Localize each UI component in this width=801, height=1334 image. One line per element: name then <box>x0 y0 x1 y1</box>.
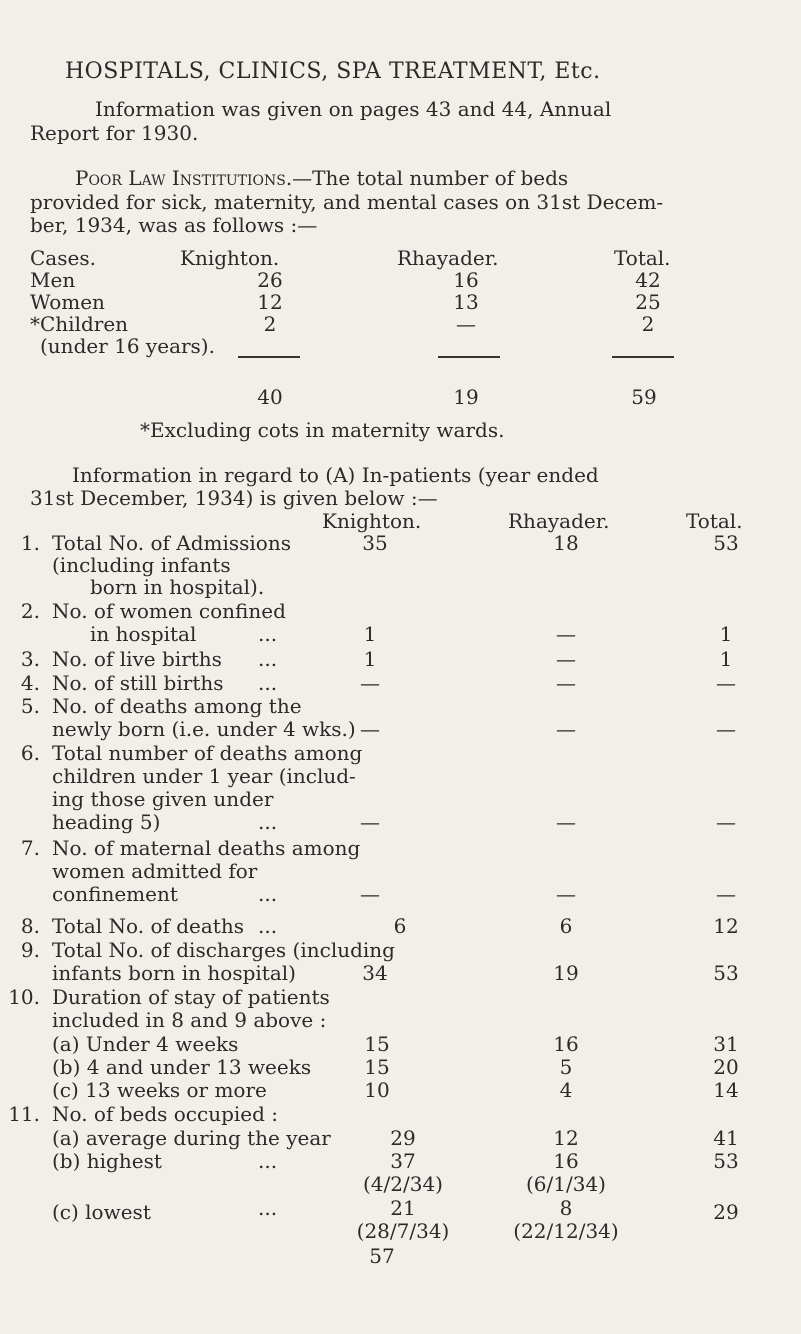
knighton-value: — <box>360 717 380 741</box>
total-value: 53 <box>713 961 739 985</box>
item-number: 5. <box>20 694 40 718</box>
item-number: 8. <box>20 914 40 938</box>
rhayader-value: 5 <box>559 1055 573 1079</box>
rhayader-value: 12 <box>553 1126 579 1150</box>
knighton-value: — <box>360 671 380 695</box>
item-label: Total No. of discharges (including <box>52 938 395 962</box>
beds-cell: 26 <box>257 268 283 292</box>
knighton-value: — <box>360 810 380 834</box>
rhayader-value: 8 <box>559 1196 573 1220</box>
leader-dots: ... <box>258 914 278 938</box>
rhayader-value: — <box>556 882 576 906</box>
poor-law-paragraph-line-1 <box>75 166 568 190</box>
subitem-label: (a) average during the year <box>52 1126 331 1150</box>
beds-header-total: Total. <box>614 246 671 270</box>
beds-cell: 25 <box>635 290 661 314</box>
total-value: 1 <box>719 647 733 671</box>
rhayader-value: 6 <box>559 914 573 938</box>
total-value: — <box>716 810 736 834</box>
page-number: 57 <box>369 1244 395 1268</box>
knighton-value: 15 <box>364 1055 390 1079</box>
beds-header-knighton: Knighton. <box>180 246 280 270</box>
item-number: 6. <box>20 741 40 765</box>
item-label: No. of maternal deaths among <box>52 836 361 860</box>
subitem-label: (c) lowest <box>52 1200 151 1224</box>
beds-row-label: Men <box>30 268 76 292</box>
sum-rule <box>438 356 500 358</box>
knighton-value: 1 <box>363 622 377 646</box>
rhayader-value: 16 <box>553 1032 579 1056</box>
sum-rule <box>238 356 300 358</box>
total-value: 12 <box>713 914 739 938</box>
poor-law-line-1: —The total number of beds <box>292 166 569 190</box>
inpatients-intro-line-2: 31st December, 1934) is given below :— <box>30 486 438 510</box>
knighton-value: 35 <box>362 531 388 555</box>
rhayader-date: (6/1/34) <box>526 1172 606 1196</box>
sum-rule <box>612 356 674 358</box>
leader-dots: ... <box>258 882 278 906</box>
item-label: Total No. of Admissions <box>52 531 291 555</box>
rhayader-value: 16 <box>553 1149 579 1173</box>
total-value: — <box>716 671 736 695</box>
poor-law-line-3: ber, 1934, was as follows :— <box>30 213 318 237</box>
knighton-date: (28/7/34) <box>356 1219 450 1243</box>
total-value: 1 <box>719 622 733 646</box>
beds-cell: 2 <box>263 312 277 336</box>
beds-cell: 13 <box>453 290 479 314</box>
inpatients-header-knighton: Knighton. <box>322 509 422 533</box>
item-number: 3. <box>20 647 40 671</box>
rhayader-value: — <box>556 717 576 741</box>
knighton-value: 10 <box>364 1078 390 1102</box>
item-label: infants born in hospital) <box>52 961 296 985</box>
subitem-label: (b) 4 and under 13 weeks <box>52 1055 312 1079</box>
knighton-value: 34 <box>362 961 388 985</box>
rhayader-value: 19 <box>553 961 579 985</box>
item-label: (including infants <box>52 553 231 577</box>
total-value: — <box>716 882 736 906</box>
item-label: included in 8 and 9 above : <box>52 1008 327 1032</box>
beds-cell: 2 <box>641 312 655 336</box>
beds-header-cases: Cases. <box>30 246 96 270</box>
knighton-value: 21 <box>390 1196 416 1220</box>
leader-dots: ... <box>258 671 278 695</box>
item-number: 11. <box>8 1102 40 1126</box>
knighton-value: 37 <box>390 1149 416 1173</box>
knighton-value: 1 <box>363 647 377 671</box>
total-value: 14 <box>713 1078 739 1102</box>
footnote: *Excluding cots in maternity wards. <box>140 418 505 442</box>
beds-cell: 42 <box>635 268 661 292</box>
beds-cell: 12 <box>257 290 283 314</box>
item-label: Total No. of deaths <box>52 914 244 938</box>
total-value: 41 <box>713 1126 739 1150</box>
item-label: No. of still births <box>52 671 224 695</box>
knighton-value: 15 <box>364 1032 390 1056</box>
subitem-label: (b) highest <box>52 1149 162 1173</box>
intro-line-1: Information was given on pages 43 and 44, Annual <box>95 97 612 121</box>
rhayader-value: 18 <box>553 531 579 555</box>
item-number: 1. <box>20 531 40 555</box>
beds-cell: — <box>456 312 476 336</box>
leader-dots: ... <box>258 647 278 671</box>
item-label: heading 5) <box>52 810 161 834</box>
leader-dots: ... <box>258 1149 278 1173</box>
item-label: born in hospital). <box>90 575 265 599</box>
item-number: 9. <box>20 938 40 962</box>
knighton-date: (4/2/34) <box>363 1172 443 1196</box>
rhayader-value: — <box>556 671 576 695</box>
knighton-value: 29 <box>390 1126 416 1150</box>
page-title: HOSPITALS, CLINICS, SPA TREATMENT, Etc. <box>65 59 601 84</box>
rhayader-value: — <box>556 622 576 646</box>
leader-dots: ... <box>258 810 278 834</box>
item-label: Total number of deaths among <box>52 741 363 765</box>
inpatients-header-total: Total. <box>686 509 743 533</box>
rhayader-value: — <box>556 810 576 834</box>
total-value: 53 <box>713 1149 739 1173</box>
inpatients-intro-line-1: Information in regard to (A) In-patients (year ended <box>72 463 599 487</box>
item-number: 7. <box>20 836 40 860</box>
item-label: No. of women confined <box>52 599 286 623</box>
total-value: 20 <box>713 1055 739 1079</box>
rhayader-value: — <box>556 647 576 671</box>
beds-total: 40 <box>257 385 283 409</box>
item-number: 2. <box>20 599 40 623</box>
beds-total: 19 <box>453 385 479 409</box>
intro-line-2: Report for 1930. <box>30 121 199 145</box>
beds-header-rhayader: Rhayader. <box>397 246 499 270</box>
item-label: women admitted for <box>52 859 258 883</box>
beds-cell: 16 <box>453 268 479 292</box>
item-label: Duration of stay of patients <box>52 985 330 1009</box>
total-value: 53 <box>713 531 739 555</box>
item-label: No. of deaths among the <box>52 694 302 718</box>
total-value: 31 <box>713 1032 739 1056</box>
total-value: — <box>716 717 736 741</box>
inpatients-header-rhayader: Rhayader. <box>508 509 610 533</box>
total-value: 29 <box>713 1200 739 1224</box>
item-label: newly born (i.e. under 4 wks.) <box>52 717 356 741</box>
item-label: confinement <box>52 882 178 906</box>
subitem-label: (c) 13 weeks or more <box>52 1078 267 1102</box>
poor-law-heading: Poor Law Institutions. <box>75 166 293 190</box>
item-label: in hospital <box>90 622 197 646</box>
leader-dots: ... <box>258 1196 278 1220</box>
item-label: No. of live births <box>52 647 222 671</box>
rhayader-date: (22/12/34) <box>513 1219 619 1243</box>
item-label: No. of beds occupied : <box>52 1102 279 1126</box>
beds-row-label: Women <box>30 290 105 314</box>
beds-total: 59 <box>631 385 657 409</box>
children-age-note: (under 16 years). <box>40 334 215 358</box>
knighton-value: 6 <box>393 914 407 938</box>
leader-dots: ... <box>258 622 278 646</box>
poor-law-line-2: provided for sick, maternity, and mental cases on 31st Decem- <box>30 190 664 214</box>
subitem-label: (a) Under 4 weeks <box>52 1032 239 1056</box>
item-number: 10. <box>8 985 40 1009</box>
item-label: ing those given under <box>52 787 274 811</box>
item-label: children under 1 year (includ- <box>52 764 356 788</box>
beds-row-label: *Children <box>30 312 129 336</box>
rhayader-value: 4 <box>559 1078 573 1102</box>
item-number: 4. <box>20 671 40 695</box>
knighton-value: — <box>360 882 380 906</box>
